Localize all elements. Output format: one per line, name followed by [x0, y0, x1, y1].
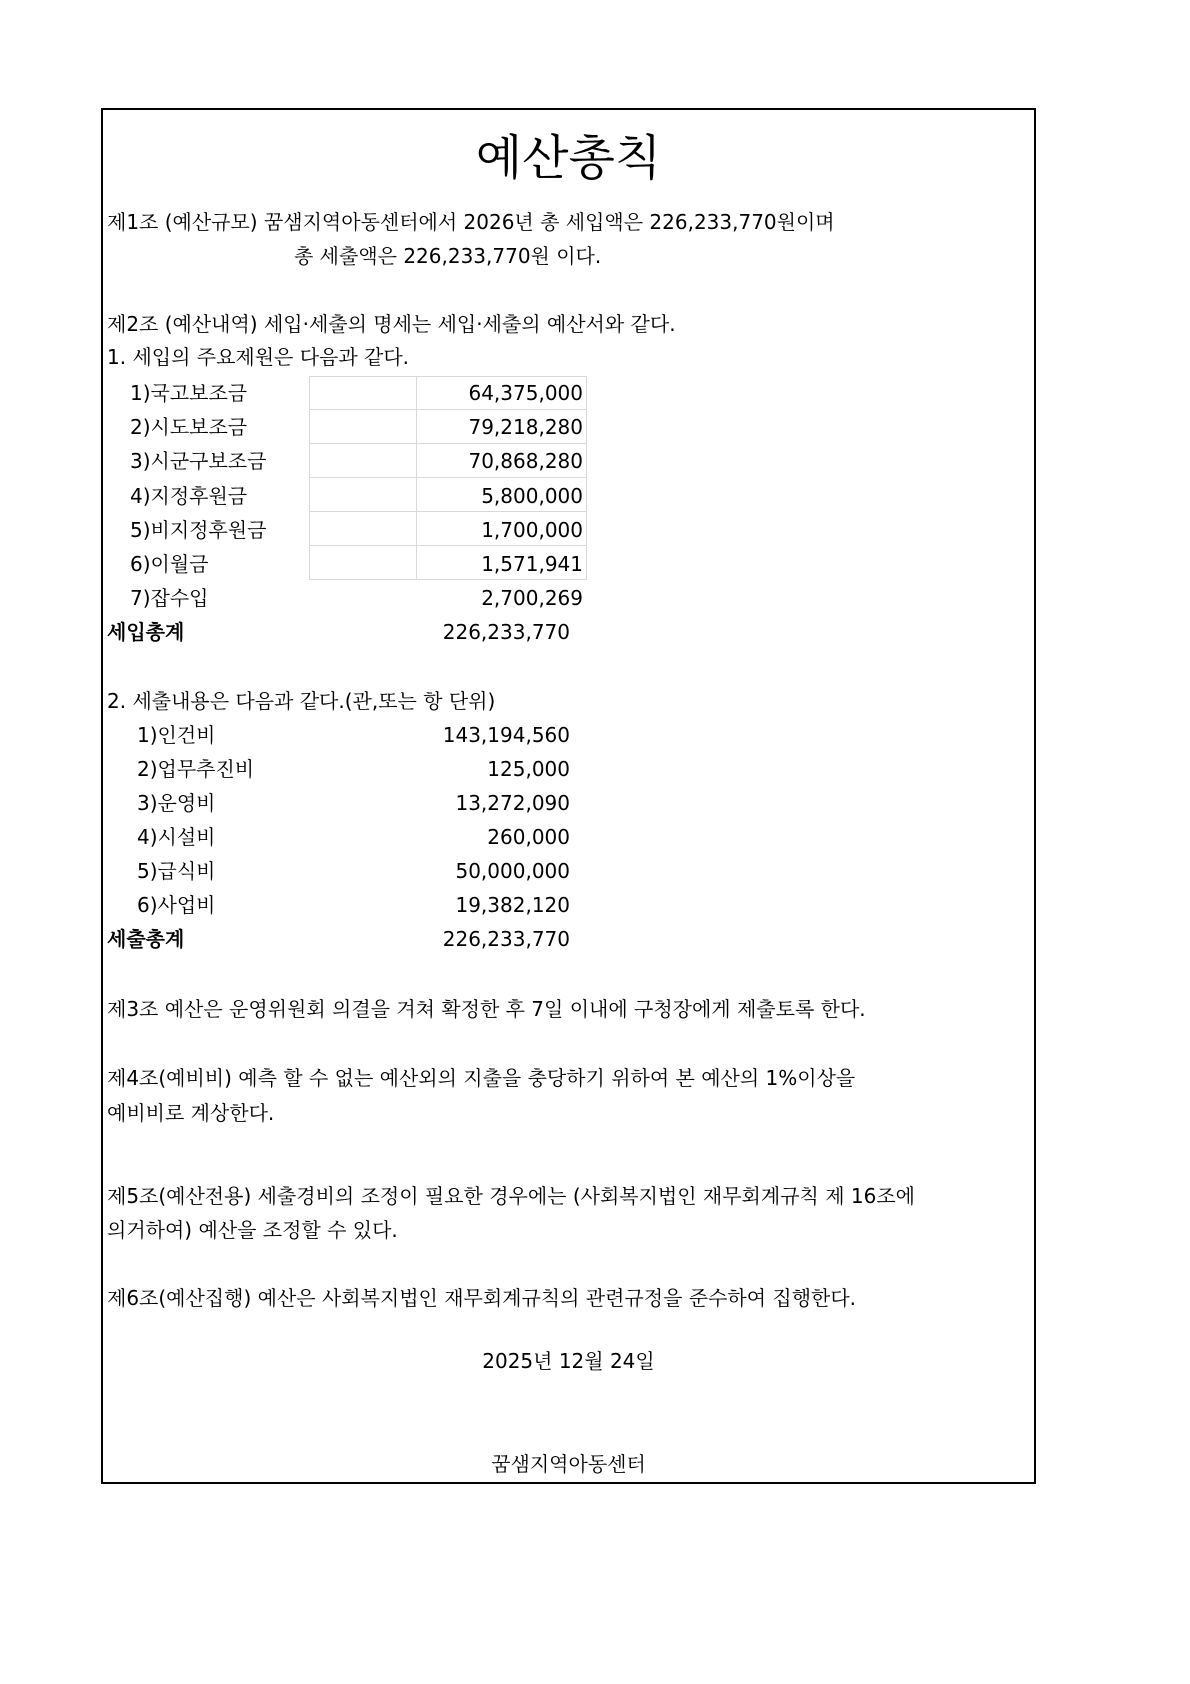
- expense-item-label: 1)인건비: [137, 723, 216, 747]
- expense-item-label: 2)업무추진비: [137, 757, 255, 781]
- revenue-item-label: 4)지정후원금: [130, 484, 248, 508]
- expense-item-label: 4)시설비: [137, 825, 216, 849]
- revenue-item-amount: 5,800,000: [481, 484, 583, 508]
- document-date: 2025년 12월 24일: [482, 1349, 655, 1373]
- article5-line1: 제5조(예산전용) 세출경비의 조정이 필요한 경우에는 (사회복지법인 재무회계규칙 제 16조에: [107, 1184, 915, 1208]
- article4-line1: 제4조(예비비) 예측 할 수 없는 예산외의 지출을 충당하기 위하여 본 예산의 1%이상을: [107, 1066, 856, 1090]
- expense-item-amount: 19,382,120: [455, 893, 570, 917]
- article2-heading: 제2조 (예산내역) 세입·세출의 명세는 세입·세출의 예산서와 같다.: [107, 312, 676, 336]
- article6-text: 제6조(예산집행) 예산은 사회복지법인 재무회계규칙의 관련규정을 준수하여 집행한다.: [107, 1286, 857, 1310]
- revenue-item-amount: 70,868,280: [468, 449, 583, 473]
- revenue-item-amount: 1,700,000: [481, 518, 583, 542]
- article4-line2: 예비비로 계상한다.: [107, 1101, 275, 1125]
- revenue-intro: 1. 세입의 주요제원은 다음과 같다.: [107, 345, 410, 369]
- expense-item-amount: 143,194,560: [442, 723, 570, 747]
- organization-name: 꿈샘지역아동센터: [491, 1452, 646, 1476]
- revenue-item-label: 6)이월금: [130, 552, 209, 576]
- article3-text: 제3조 예산은 운영위원회 의결을 겨쳐 확정한 후 7일 이내에 구청장에게 제출토록 한다.: [107, 997, 866, 1021]
- expense-item-amount: 125,000: [487, 757, 570, 781]
- revenue-item-label: 7)잡수입: [130, 586, 209, 610]
- revenue-item-amount: 79,218,280: [468, 415, 583, 439]
- revenue-item-amount: 1,571,941: [481, 552, 583, 576]
- expense-total-amount: 226,233,770: [442, 927, 570, 951]
- article5-line2: 의거하여) 예산을 조정할 수 있다.: [107, 1218, 398, 1242]
- revenue-item-label: 1)국고보조금: [130, 381, 248, 405]
- expense-item-amount: 260,000: [487, 825, 570, 849]
- revenue-total-amount: 226,233,770: [442, 620, 570, 644]
- revenue-item-label: 2)시도보조금: [130, 415, 248, 439]
- expense-intro: 2. 세출내용은 다음과 같다.(관,또는 항 단위): [107, 689, 496, 713]
- revenue-item-amount: 2,700,269: [481, 586, 583, 610]
- expense-item-amount: 50,000,000: [455, 859, 570, 883]
- expense-item-label: 3)운영비: [137, 791, 216, 815]
- article1-line1: 제1조 (예산규모) 꿈샘지역아동센터에서 2026년 총 세입액은 226,233,770원이며: [107, 210, 835, 234]
- expense-total-label: 세출총계: [107, 927, 185, 951]
- expense-item-label: 6)사업비: [137, 893, 216, 917]
- expense-item-label: 5)급식비: [137, 859, 216, 883]
- document-frame: [101, 108, 1036, 1484]
- revenue-total-label: 세입총계: [107, 620, 185, 644]
- expense-item-amount: 13,272,090: [455, 791, 570, 815]
- document-title: 예산총칙: [475, 130, 662, 186]
- revenue-item-label: 5)비지정후원금: [130, 518, 267, 542]
- revenue-item-label: 3)시군구보조금: [130, 449, 267, 473]
- revenue-item-amount: 64,375,000: [468, 381, 583, 405]
- article1-line2: 총 세출액은 226,233,770원 이다.: [294, 244, 602, 268]
